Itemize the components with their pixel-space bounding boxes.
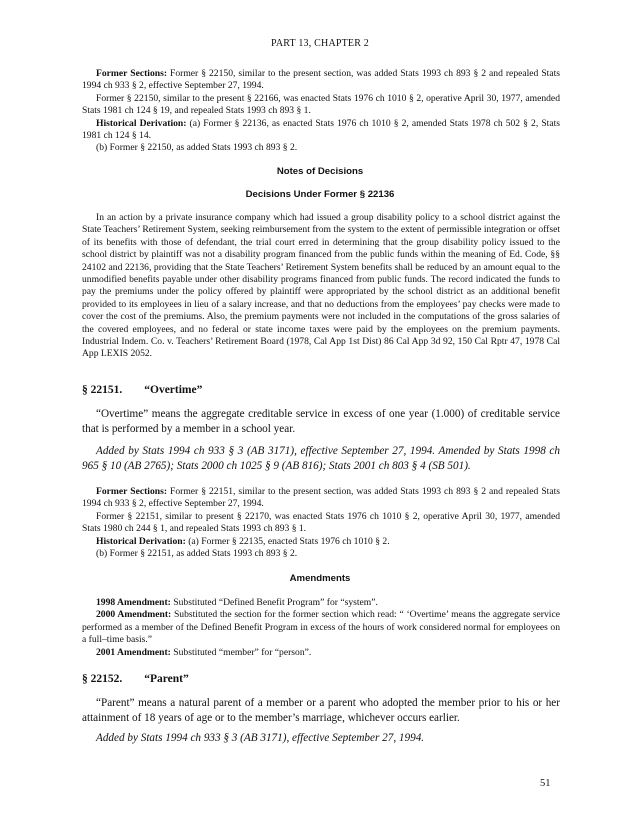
former-sections-22151 — [82, 486, 560, 511]
decisions-under-heading: Decisions Under Former § 22136 — [245, 189, 395, 200]
section-22152-body: “Parent” means a natural parent of a member or a parent who adopted the member prior to his or her attainment of 18 years of age or to the member’s marriage, whichever occurs earlier. — [82, 697, 560, 724]
section-22152-history-block — [82, 731, 560, 746]
section-22151-title: “Overtime” — [144, 384, 203, 396]
decision-text: In an action by a private insurance company which had issued a group disability policy to a school district against the State Teachers’ Retirement System, seeking reimbursement from the system to the extent of permissible integration or offset of its benefits with those of defendant, the trial court erred in determining that the group disability policy issued to the school district by plaintiff was not a disability program financed from the public funds within the meaning of Ed. Code, §§ 24102 and 22136, providing that the State Teachers’ Retirement System benefits shall be reduced by an amount equal to the unmodified benefits payable under other disability programs financed from public funds. The record indicated the funds to pay the premiums under the policy offered by plaintiff were appropriated by the school district as an additional benefit provided to its employees in lieu of a salary increase, and that no deductions from the employees’ pay checks were made to cover the cost of the premiums. Also, the premium payments were not included in the computations of the gross salaries of the covered employees, and no federal or state income taxes were paid by the employees on the premium payments. Industrial Indem. Co. v. Teachers’ Retirement Board (1978, Cal App 1st Dist) 86 Cal App 3d 92, 150 Cal Rptr 47, 1978 Cal App LEXIS 2052. — [82, 212, 560, 360]
former-sections-22150-2: Former § 22150, similar to the present § 22166, was enacted Stats 1976 ch 1010 § 2, operative April 30, 1977, amended Stats 1981 ch 124 § 19, and repealed Stats 1993 ch 893 § 1. — [82, 92, 560, 117]
former-sections-text-1: Former § 22150, similar to the present section, was added Stats 1993 ch 893 § 2 and repealed Stats 1994 ch 933 § 2, effective September 27, 1994. — [82, 68, 560, 92]
amendment-2001 — [82, 647, 560, 659]
historical-derivation-label: Historical Derivation: — [96, 117, 187, 129]
section-22151-heading — [82, 384, 202, 396]
historical-derivation-22151-b: (b) Former § 22151, as added Stats 1993 ch 893 § 2. — [96, 548, 298, 560]
decision-note — [82, 212, 560, 361]
section-22152-title: “Parent” — [144, 673, 189, 685]
section-22151-history-block — [82, 444, 560, 474]
amendments-heading: Amendments — [289, 573, 351, 584]
amendment-text: Substituted “Defined Benefit Program” for “system”. — [170, 597, 378, 608]
historical-derivation-22150-b: (b) Former § 22150, as added Stats 1993 ch 893 § 2. — [96, 142, 298, 154]
amendments-list — [82, 597, 560, 659]
amendment-label: 1998 Amendment: — [96, 597, 171, 608]
section-22151-body-block — [82, 407, 560, 437]
section-22152-number: § 22152. — [82, 673, 123, 685]
former-sections-label: Former Sections: — [96, 486, 168, 497]
section-22151-body: “Overtime” means the aggregate creditable service in excess of one year (1.000) of creditable service that is performed by a member in a school year. — [82, 408, 560, 435]
notes-of-decisions-heading: Notes of Decisions — [276, 166, 364, 177]
section-22152-history: Added by Stats 1994 ch 933 § 3 (AB 3171), effective September 27, 1994. — [96, 732, 425, 744]
former-sections-22150 — [82, 68, 560, 93]
historical-derivation-text-a: (a) Former § 22136, as enacted Stats 1976 ch 1010 § 2, amended Stats 1978 ch 502 § 2, Stats 1981 ch 124 § 14. — [82, 117, 560, 142]
running-header: PART 13, CHAPTER 2 — [270, 38, 370, 49]
former-sections-22151-2: Former § 22151, similar to present § 22170, was enacted Stats 1976 ch 1010 § 2, operative April 30, 1977, amended Stats 1980 ch 244 § 1, and repealed Stats 1993 ch 893 § 1. — [82, 510, 560, 535]
historical-derivation-label: Historical Derivation: — [96, 535, 186, 547]
former-sections-text-1: Former § 22151, similar to the present section, was added Stats 1993 ch 893 § 2 and repealed Stats 1994 ch 933 § 2, effective September 27, 1994. — [82, 486, 560, 510]
page-number: 51 — [540, 778, 551, 789]
section-22151-notes — [82, 486, 560, 560]
amendment-1998 — [82, 597, 560, 609]
section-22151-history: Added by Stats 1994 ch 933 § 3 (AB 3171), effective September 27, 1994. Amended by Stats 1998 ch 965 § 10 (AB 2765); Stats 2000 ch 1025 § 9 (AB 816); Stats 2001 ch 803 § 4 (SB 501). — [82, 445, 560, 472]
section-22152-heading — [82, 673, 189, 685]
sec22150-notes — [82, 68, 560, 155]
amendment-text: Substituted “member” for “person”. — [170, 646, 312, 658]
amendment-2000 — [82, 609, 560, 646]
former-sections-label: Former Sections: — [96, 68, 168, 79]
section-22151-number: § 22151. — [82, 384, 123, 396]
amendment-label: 2001 Amendment: — [96, 646, 171, 658]
historical-derivation-22150 — [82, 118, 560, 143]
amendment-text: Substituted the section for the former section which read: “ ‘Overtime’ means the aggregate service performed as a member of the Defined Benefit Program in excess of the hours of work considered normal for employees on a full–time basis.” — [82, 609, 560, 646]
amendment-label: 2000 Amendment: — [96, 609, 172, 621]
section-22152-body-block — [82, 696, 560, 726]
historical-derivation-text-a: (a) Former § 22135, enacted Stats 1976 ch 1010 § 2. — [185, 535, 390, 547]
historical-derivation-22151 — [82, 536, 560, 548]
